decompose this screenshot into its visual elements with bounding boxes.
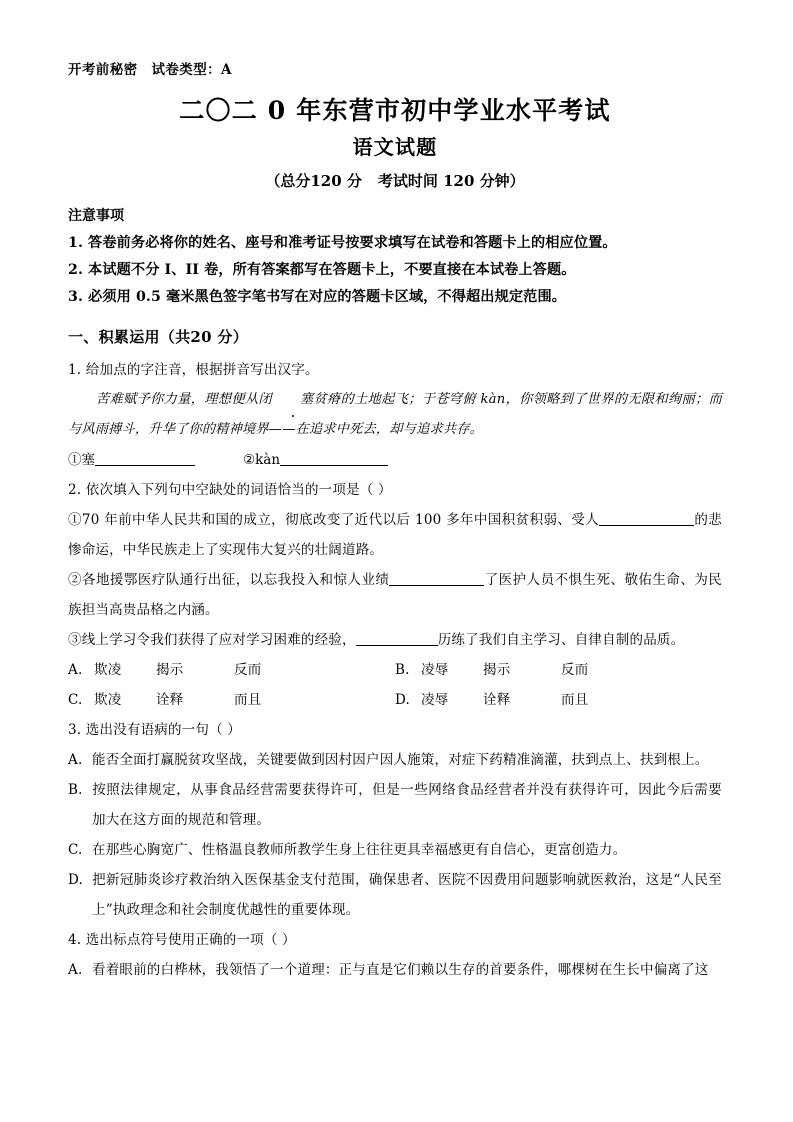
question-4-option-a-text: 看着眼前的白桦林，我领悟了一个道理：正与直是它们赖以生存的首要条件，哪棵树在生长中偏离了这 xyxy=(92,962,709,978)
option-c[interactable] xyxy=(68,685,395,715)
notice-item: 1. 答卷前务必将你的姓名、座号和准考证号按要求填写在试卷和答题卡上的相应位置。 xyxy=(68,235,617,251)
question-4-option-a[interactable] xyxy=(68,955,722,985)
page-title: 二〇二 0 年东营市初中学业水平考试 xyxy=(179,96,611,125)
item-1-text-after: 的悲惨命运，中华民族走上了实现伟大复兴的壮阔道路。 xyxy=(68,512,723,558)
passage-text-after: 贫瘠的土地起飞；于苍穹俯 kàn，你领略到了世界的无限和绚丽；而与风雨搏斗，升华了你的精神境界——在追求中死去，却与追求共存。 xyxy=(68,392,722,437)
question-1-answer-blanks xyxy=(68,445,722,475)
item-3-text-before: ③线上学习令我们获得了应对学习困难的经验， xyxy=(68,632,356,648)
item-3-blank[interactable] xyxy=(356,645,438,646)
option-b[interactable] xyxy=(395,655,722,685)
option-d-word-1: 凌辱 xyxy=(421,692,449,708)
question-2-options-row-1 xyxy=(68,655,722,685)
question-3-option-a[interactable] xyxy=(68,745,722,775)
option-d[interactable] xyxy=(395,685,722,715)
answer-blank-2-input[interactable] xyxy=(280,465,388,466)
question-3-option-c[interactable] xyxy=(68,835,722,865)
question-3-option-d[interactable] xyxy=(68,865,722,925)
question-3-option-a-text: 能否全面打赢脱贫攻坚战，关键要做到因村因户因人施策，对症下药精准滴灌，扶到点上、扶到根上。 xyxy=(92,752,709,768)
item-1-text-before: ①70 年前中华人民共和国的成立，彻底改变了近代以后 100 多年中国积贫积弱、受人 xyxy=(68,512,600,528)
option-b-word-1: 凌辱 xyxy=(421,662,449,678)
item-1-blank[interactable] xyxy=(599,525,694,526)
paper-type-label: 试卷类型：A xyxy=(151,62,232,78)
option-b-word-3: 反而 xyxy=(561,662,589,678)
option-c-word-2: 诠释 xyxy=(156,692,184,708)
question-1-stem: 1. 给加点的字注音，根据拼音写出汉字。 xyxy=(68,362,319,378)
option-b-key: B. xyxy=(395,662,410,678)
question-4-stem: 4. 选出标点符号使用正确的一项（ ） xyxy=(68,932,296,948)
question-1-passage xyxy=(68,385,722,445)
question-3-stem: 3. 选出没有语病的一句（ ） xyxy=(68,722,241,738)
answer-blank-1-label: ①塞 xyxy=(68,452,95,468)
option-b-word-2: 揭示 xyxy=(483,662,511,678)
answer-blank-1-input[interactable] xyxy=(95,465,195,466)
question-2-stem: 2. 依次填入下列句中空缺处的词语恰当的一项是（ ） xyxy=(68,482,392,498)
section-heading-accumulation: 一、积累运用（共20 分） xyxy=(68,328,248,346)
option-c-key: C. xyxy=(68,692,83,708)
option-a-word-2: 揭示 xyxy=(156,662,184,678)
question-2-options-row-2 xyxy=(68,685,722,715)
question-3-option-c-text: 在那些心胸宽广、性格温良教师所教学生身上往往更具幸福感更有自信心，更富创造力。 xyxy=(92,842,627,858)
question-3-option-b[interactable] xyxy=(68,775,722,835)
option-d-word-3: 而且 xyxy=(561,692,589,708)
option-a-word-1: 欺凌 xyxy=(94,662,122,678)
option-d-key: D. xyxy=(395,692,411,708)
question-3-option-d-key: D. xyxy=(68,872,84,888)
option-a-word-3: 反而 xyxy=(234,662,262,678)
question-3-option-d-text: 把新冠肺炎诊疗救治纳入医保基金支付范围，确保患者、医院不因费用问题影响就医救治，这是“人民至上”执政理念和社会制度优越性的重要体现。 xyxy=(92,872,722,918)
question-3-option-c-key: C. xyxy=(68,842,83,858)
exam-duration-label: 考试时间 120 分钟） xyxy=(377,172,525,190)
option-a-key: A. xyxy=(68,662,83,678)
question-4-option-a-key: A. xyxy=(68,962,83,978)
total-score-label: （总分120 分 xyxy=(265,172,362,190)
option-c-word-3: 而且 xyxy=(234,692,262,708)
item-3-text-after: 历练了我们自主学习、自律自制的品质。 xyxy=(437,632,685,648)
item-2-blank[interactable] xyxy=(389,585,484,586)
option-c-word-1: 欺凌 xyxy=(94,692,122,708)
option-a[interactable] xyxy=(68,655,395,685)
question-3-option-b-key: B. xyxy=(68,782,83,798)
question-3-option-b-text: 按照法律规定，从事食品经营需要获得许可，但是一些网络食品经营者并没有获得许可，因此今后需要加大在这方面的规范和管理。 xyxy=(92,782,722,828)
option-d-word-2: 诠释 xyxy=(483,692,511,708)
answer-blank-2-label: ②kàn xyxy=(243,452,281,468)
passage-text-before: 苦难赋予你力量，理想便从闭 xyxy=(96,392,272,407)
secret-label: 开考前秘密 xyxy=(68,62,138,78)
notice-title: 注意事项 xyxy=(68,208,124,224)
notice-item: 3. 必须用 0.5 毫米黑色签字笔书写在对应的答题卡区域，不得超出规定范围。 xyxy=(68,289,567,305)
score-time-line xyxy=(68,168,722,194)
item-2-text-before: ②各地援鄂医疗队通行出征，以忘我投入和惊人业绩 xyxy=(68,572,390,588)
item-2-text-after: 了医护人员不惧生死、敬佑生命、为民族担当高贵品格之内涵。 xyxy=(68,572,722,618)
notice-item: 2. 本试题不分 I、II 卷，所有答案都写在答题卡上，不要直接在本试卷上答题。 xyxy=(68,262,576,278)
paper-header-line xyxy=(68,60,722,80)
question-3-option-a-key: A. xyxy=(68,752,83,768)
question-2-item-2 xyxy=(68,565,722,625)
question-2-item-1 xyxy=(68,505,722,565)
subject-title: 语文试题 xyxy=(352,135,438,159)
question-2-item-3 xyxy=(68,625,722,655)
dotted-emphasis-char: 塞 xyxy=(272,385,313,415)
